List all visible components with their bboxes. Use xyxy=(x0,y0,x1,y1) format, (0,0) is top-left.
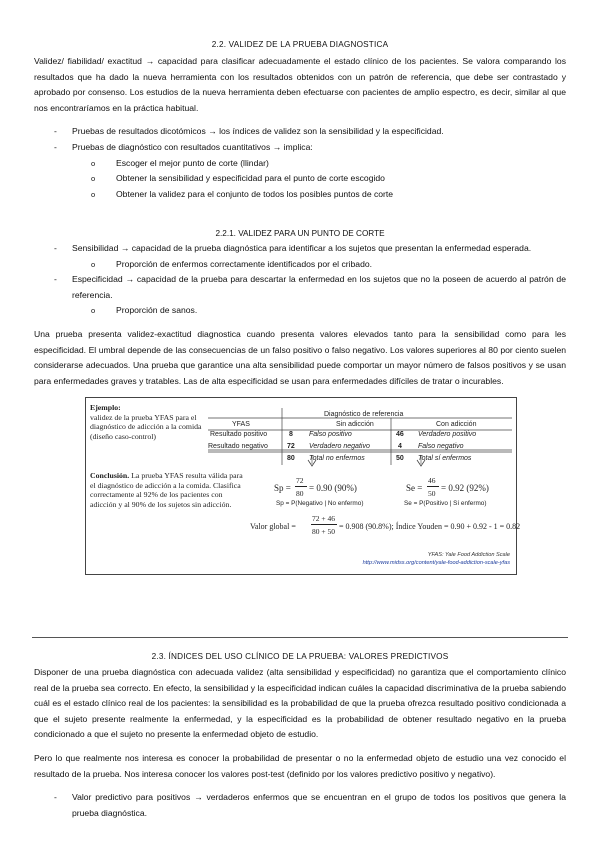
fraction-bar xyxy=(311,524,337,525)
reference-note: YFAS: Yale Food Addiction Scale xyxy=(427,552,510,558)
cell-total-sick-count: 50 xyxy=(396,455,404,462)
global-result: = 0.908 (90.8%); Índice Youden = 0.90 + 0.92 - 1 = 0.82 xyxy=(339,522,521,531)
sens-spec-bullets xyxy=(34,241,566,319)
sp-result: = 0.90 (90%) xyxy=(309,483,357,493)
predictive-paragraph-1: Disponer de una prueba diagnóstica con adecuada validez (alta sensibilidad y especificidad) no garantiza que el comportamiento clínico real de la prueba sea correcto. En efecto, la sensibilidad y la especificidad indican cuáles la capacidad discriminativa de la prueba sabiendo cuál es el estado clínico real de los pacientes: la sensibilidad es la probabilidad de que la prueba ofrezca resultado positivo condicionada a que el sujeto presente realmente la enfermedad, y la especificidad es la probabilidad de obtener resultado negativo en la prueba condicionado a que el sujeto no presente la enfermedad objeto de estudio. xyxy=(34,667,566,740)
row-label-negative: Resultado negativo xyxy=(208,443,268,450)
fraction-bar xyxy=(427,486,439,487)
col-header-no-addiction: Sin adicción xyxy=(336,421,374,428)
se-denominator: 50 xyxy=(428,489,436,498)
bullet-dichotomous: - Pruebas de resultados dicotómicos → los índices de validez son la sensibilidad y la especificidad. xyxy=(34,124,566,140)
cell-tn-label: Verdadero negativo xyxy=(309,443,370,450)
cell-fn-label: Falso negativo xyxy=(418,443,464,450)
se-numerator: 46 xyxy=(428,476,436,485)
table-group-header: Diagnóstico de referencia xyxy=(324,411,404,418)
predictive-bullets xyxy=(34,790,566,821)
intro-paragraph: Validez/ fiabilidad/ exactitud → capacidad para clasificar adecuadamente el estado clínico de los pacientes. Se valora comparando los resultados que ha dado la nueva herramienta con los resultados obtenidos con un patrón de referencia, que debe ser contrastado y aprobado por consenso. Los estudios de la nueva herramienta deben efectuarse con pacientes de amplio espectro, es decir, similar al que nos encontraríamos en la práctica habitual. xyxy=(34,56,566,113)
sub-bullet-sens-spec: o Obtener la sensibilidad y especificidad para el punto de corte escogido xyxy=(34,171,566,187)
global-numerator: 72 + 46 xyxy=(312,514,335,523)
section-title-2-3: 2.3. ÍNDICES DEL USO CLÍNICO DE LA PRUEBA: VALORES PREDICTIVOS xyxy=(151,652,449,661)
example-text: validez de la prueba YFAS para el diagnóstico de adicción a la comida (diseño caso-control) xyxy=(90,412,202,441)
subsection-title: 2.2.1. VALIDEZ PARA UN PUNTO DE CORTE xyxy=(215,229,385,238)
example-label: Ejemplo: xyxy=(90,403,121,412)
cell-total-healthy-label: Total no enfermos xyxy=(309,455,365,462)
cell-fp-count: 8 xyxy=(289,431,293,438)
col-header-addiction: Con adicción xyxy=(436,421,477,428)
fraction-bar xyxy=(295,486,307,487)
example-figure xyxy=(85,397,521,575)
cell-total-healthy-count: 80 xyxy=(287,455,295,462)
row-label-positive: Resultado positivo xyxy=(210,431,268,438)
predictive-paragraph-2: Pero lo que realmente nos interesa es conocer la probabilidad de presentar o no la enfermedad objeto de estudio una vez conocido el resultado de la prueba. Nos interesa conocer los valores post-test (definido por los valores predictivo positivo y negativo). xyxy=(34,752,566,779)
section-divider xyxy=(32,637,568,638)
validity-paragraph: Una prueba presenta validez-exactitud diagnostica cuando presenta valores elevados tanto para la sensibilidad como para les especificidad. El umbral depende de las consecuencias de un falso positivo o falso negativo. Los valores superiores al 80 por ciento suelen considerarse adecuados. Una prueba que garantice una alta sensibilidad puede comportar un mayor número de falsos positivos y se usan para enfermedades graves y tratables. Las de alta especificidad se usan para enfermedades difíciles de tratar o incurables. xyxy=(34,328,566,386)
sp-caption: Sp = P(Negativo | No enfermo) xyxy=(276,500,364,507)
cell-tp-count: 46 xyxy=(396,431,404,438)
sp-lhs: Sp = xyxy=(274,483,291,493)
section-2-2-body xyxy=(34,54,566,202)
sp-denominator: 80 xyxy=(296,489,304,498)
contingency-table xyxy=(208,407,512,464)
global-lhs: Valor global = xyxy=(250,522,296,531)
global-denominator: 80 + 50 xyxy=(312,527,335,536)
se-lhs: Se = xyxy=(406,483,423,493)
cell-tp-label: Verdadero positivo xyxy=(418,431,477,438)
bullet-sensitivity: - Sensibilidad → capacidad de la prueba diagnóstica para identificar a los sujetos que presentan la enfermedad esperada. xyxy=(34,241,566,257)
bullet-quantitative: - Pruebas de diagnóstico con resultados cuantitativos → implica: xyxy=(34,140,566,156)
cell-fp-label: Falso positivo xyxy=(309,431,352,438)
se-caption: Se = P(Positivo | Sí enfermo) xyxy=(404,500,487,507)
sub-bullet-all-cutoffs: o Obtener la validez para el conjunto de todos los posibles puntos de corte xyxy=(34,187,566,203)
sp-numerator: 72 xyxy=(296,476,304,485)
conclusion-box xyxy=(90,471,247,509)
table-corner: YFAS xyxy=(232,421,250,428)
cell-tn-count: 72 xyxy=(287,443,295,450)
conclusion-label: Conclusión. xyxy=(90,471,130,480)
sub-bullet-specificity: o Proporción de sanos. xyxy=(34,303,566,319)
validity-bullets xyxy=(34,124,566,202)
se-result: = 0.92 (92%) xyxy=(441,483,489,493)
section-title: 2.2. VALIDEZ DE LA PRUEBA DIAGNOSTICA xyxy=(211,40,389,49)
bullet-ppv: - Valor predictivo para positivos → verdaderos enfermos que se encuentran en el grupo de todos los positivos que genera la prueba diagnóstica. xyxy=(34,790,566,821)
cell-fn-count: 4 xyxy=(398,443,402,450)
cell-total-sick-label: Total sí enfermos xyxy=(418,455,472,462)
bullet-specificity: - Especificidad → capacidad de la prueba para descartar la enfermedad en los sujetos que no la poseen de acuerdo al patrón de referencia. xyxy=(34,272,566,303)
sub-bullet-cutoff: o Escoger el mejor punto de corte (llindar) xyxy=(34,156,566,172)
section-2-3-body xyxy=(34,665,566,821)
conclusion-text: La prueba YFAS resulta válida para el diagnóstico de adicción a la comida. Clasifica correctamente al 92% de los pacientes con adicción y al 90% de los sujetos sin adicción. xyxy=(90,471,243,509)
section-2-2-1-body xyxy=(34,241,566,389)
reference-link[interactable]: http://www.midss.org/content/yale-food-addiction-scale-yfas xyxy=(362,560,510,566)
sub-bullet-sensitivity: o Proporción de enfermos correctamente identificados por el cribado. xyxy=(34,257,566,273)
